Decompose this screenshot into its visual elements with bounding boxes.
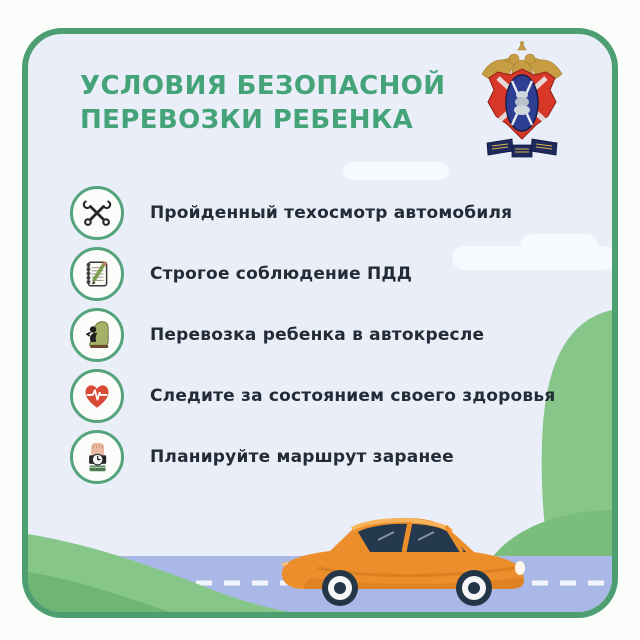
poster-card [22,28,618,618]
list-item-label: Перевозка ребенка в автокресле [150,324,485,345]
mvd-emblem-icon [468,40,576,164]
child-car-seat-icon [70,308,124,362]
list-item-label: Строгое соблюдение ПДД [150,263,413,284]
car-wheel-front [456,570,492,606]
title-line-1: УСЛОВИЯ БЕЗОПАСНОЙ [80,71,446,101]
list-item [70,304,555,365]
list-item [70,182,555,243]
crossed-wrenches-icon [70,186,124,240]
list-item [70,365,555,426]
safety-checklist [70,182,555,487]
page-title [80,70,445,138]
list-item-label: Планируйте маршрут заранее [150,446,454,467]
car-wheel-rear [322,570,358,606]
wristwatch-arm-icon [70,430,124,484]
cloud-small [343,162,449,180]
notepad-pencil-icon [70,247,124,301]
list-item [70,426,555,487]
list-item [70,243,555,304]
title-line-2: ПЕРЕВОЗКИ РЕБЕНКА [80,104,414,135]
list-item-label: Пройденный техосмотр автомобиля [150,202,513,223]
list-item-label: Следите за состоянием своего здоровья [150,385,556,406]
heart-pulse-icon [70,369,124,423]
